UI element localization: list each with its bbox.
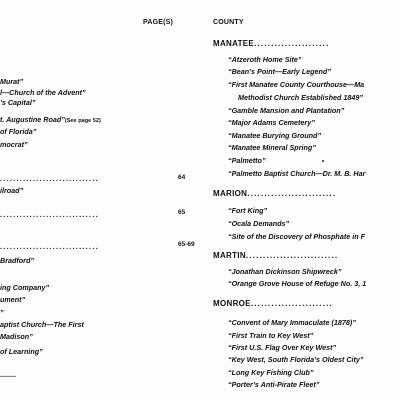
page-number: 64 — [178, 174, 186, 181]
county-heading-marion: MARION.......................... — [213, 189, 337, 198]
leader-dots: .............................. — [0, 210, 99, 219]
leader-dots: .............................. — [0, 174, 99, 183]
leader-dots: .............................. — [0, 242, 99, 251]
list-item: “Gamble Mansion and Plantation” — [228, 106, 345, 115]
left-entry: ” — [0, 308, 4, 317]
list-item: “Atzeroth Home Site” — [228, 55, 302, 64]
list-item: “Orange Grove House of Refuge No. 3, 1 — [228, 279, 367, 288]
list-item: “Porter’s Anti-Pirate Fleet” — [228, 380, 320, 389]
list-item: Methodist Church Established 1849” — [238, 93, 364, 102]
left-entry: Bradford” — [0, 256, 34, 265]
list-item: “Site of the Discovery of Phosphate in F — [228, 232, 365, 241]
county-heading-manatee: MANATEE...................... — [213, 39, 330, 48]
list-item: “Ocala Demands” — [228, 219, 290, 228]
list-item: “Bean’s Point—Early Legend” — [228, 67, 331, 76]
pages-column-header: PAGE(S) — [143, 19, 174, 26]
list-item: “Major Adams Cemetery” — [228, 118, 315, 127]
speck — [322, 160, 324, 162]
list-item: “First Manatee County Courthouse—Ma — [228, 80, 365, 89]
left-entry: mocrat” — [0, 140, 28, 149]
left-entry: l—Church of the Advent” — [0, 88, 86, 97]
list-item: “Palmetto Baptist Church—Dr. M. B. Har — [228, 169, 366, 178]
county-column-header: COUNTY — [213, 19, 244, 26]
county-heading-martin: MARTIN........................... — [213, 251, 339, 260]
see-page-note: (See page 52) — [64, 118, 101, 124]
left-entry: Murat” — [0, 77, 24, 86]
list-item: “Palmetto” — [228, 156, 266, 165]
left-entry-fragment: ........ — [0, 370, 16, 379]
left-entry: ing Company” — [0, 283, 50, 292]
left-entry: ’s Capital” — [0, 98, 36, 107]
list-item: “Jonathan Dickinson Shipwreck” — [228, 267, 342, 276]
list-item: “Fort King” — [228, 206, 268, 215]
list-item: “Convent of Mary Immaculate (1878)” — [228, 318, 356, 327]
list-item: “First U.S. Flag Over Key West” — [228, 343, 337, 352]
list-item: “Key West, South Florida’s Oldest City” — [228, 355, 364, 364]
left-entry: of Learning” — [0, 347, 43, 356]
left-entry: t. Augustine Road”(See page 52) — [0, 115, 101, 124]
list-item: “Manatee Burying Ground” — [228, 131, 322, 140]
page-number: 65 — [178, 209, 186, 216]
left-entry: ilroad” — [0, 186, 24, 195]
list-item: “First Train to Key West” — [228, 331, 314, 340]
left-entry: aptist Church—The First — [0, 320, 84, 329]
left-entry: of Florida” — [0, 127, 37, 136]
county-heading-monroe: MONROE........................ — [213, 299, 333, 308]
list-item: “Manatee Mineral Spring” — [228, 143, 316, 152]
left-entry: ument” — [0, 295, 26, 304]
left-entry: Madison” — [0, 332, 33, 341]
page-number: 65-69 — [178, 241, 195, 248]
list-item: “Long Key Fishing Club” — [228, 368, 314, 377]
